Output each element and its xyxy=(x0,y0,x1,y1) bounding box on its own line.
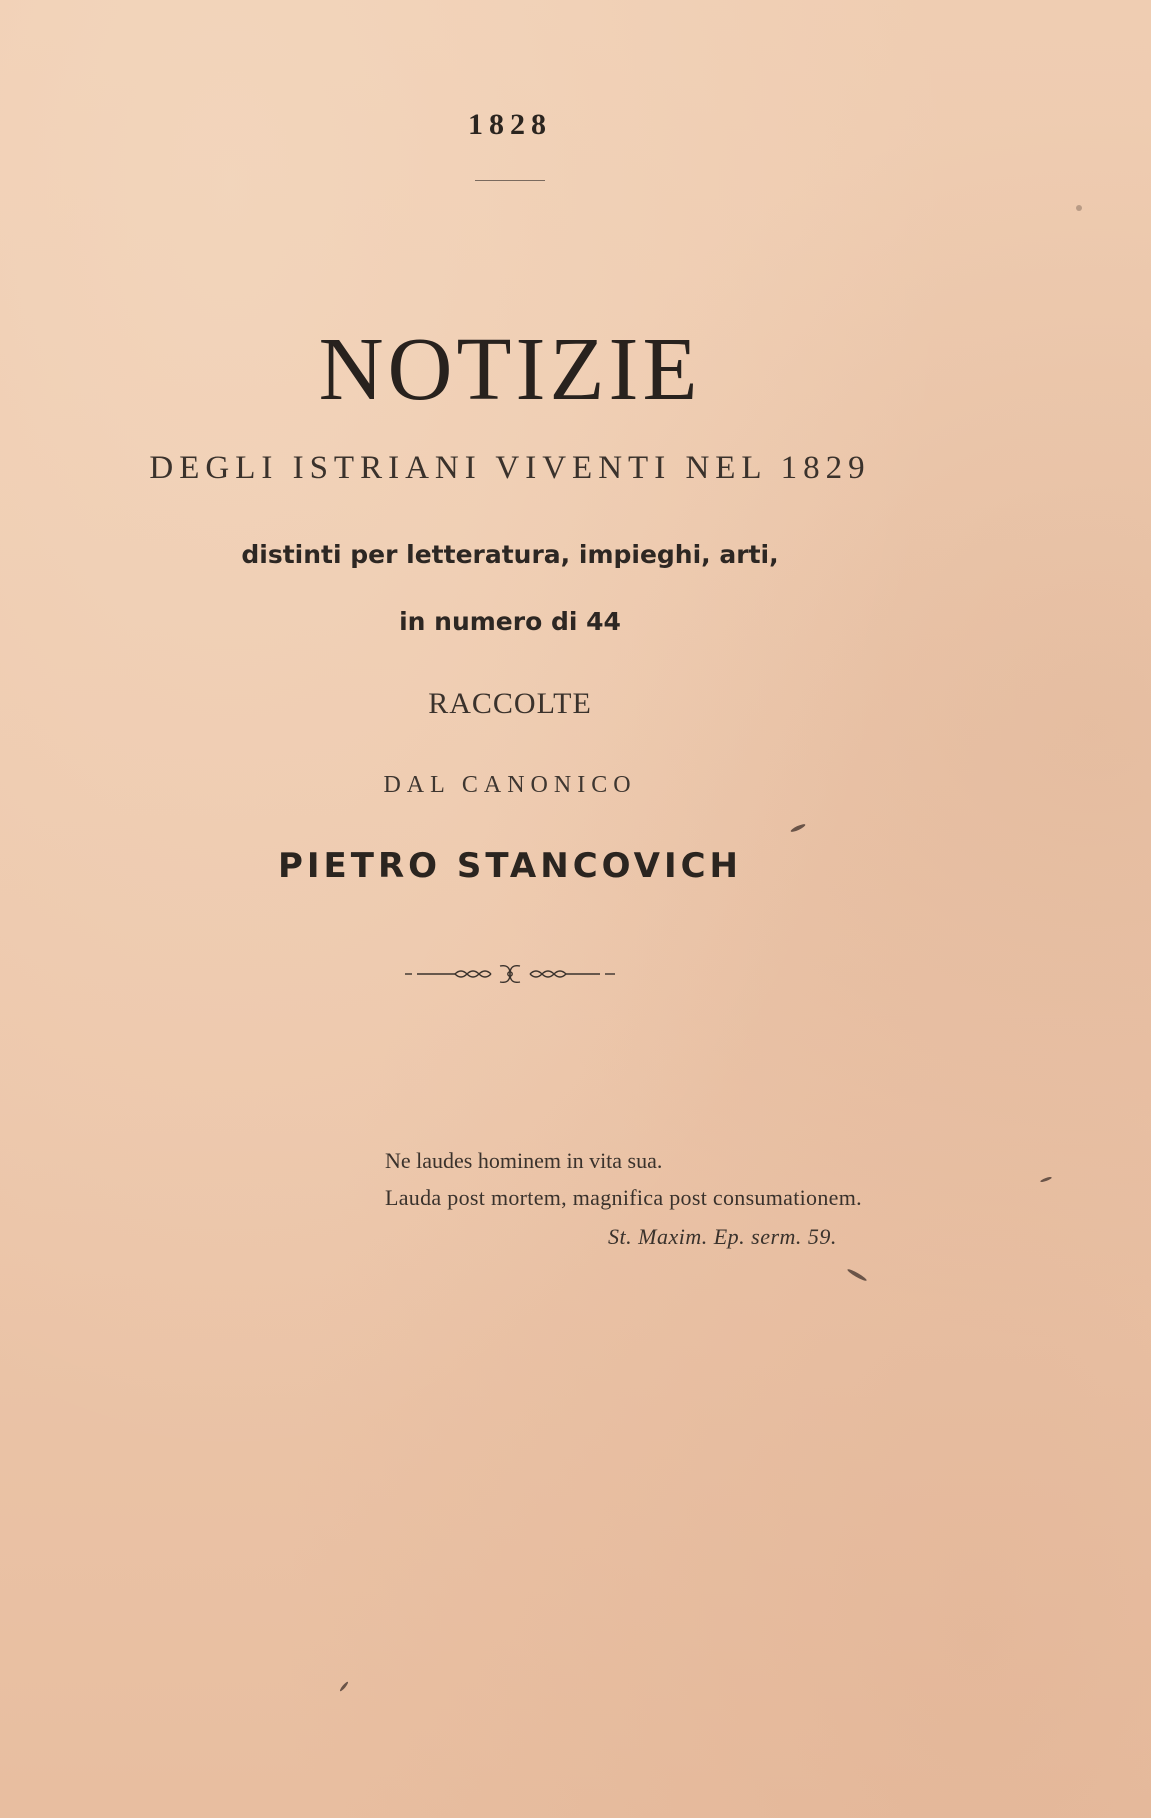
epigraph xyxy=(385,1142,862,1216)
paper-speck xyxy=(1076,205,1082,211)
epigraph-line-2: Lauda post mortem, magnifica post consumationem. xyxy=(385,1185,862,1210)
paper-speck xyxy=(846,1268,867,1282)
epigraph-citation: St. Maxim. Ep. serm. 59. xyxy=(608,1224,837,1249)
description-line-1: distinti per letteratura, impieghi, arti, xyxy=(241,540,779,569)
short-rule-divider xyxy=(475,180,545,181)
paper-speck xyxy=(1040,1176,1052,1183)
author-name: PIETRO STANCOVICH xyxy=(277,846,743,886)
collected-label: RACCOLTE xyxy=(428,687,592,720)
main-title: NOTIZIE xyxy=(318,320,702,419)
subtitle: DEGLI ISTRIANI VIVENTI NEL 1829 xyxy=(149,450,871,486)
ornament-divider-icon xyxy=(400,960,620,988)
publication-year: 1828 xyxy=(468,108,552,141)
epigraph-line-1: Ne laudes hominem in vita sua. xyxy=(385,1148,663,1173)
paper-speck xyxy=(790,823,806,833)
description-line-2: in numero di 44 xyxy=(399,607,621,636)
paper-speck xyxy=(339,1681,349,1692)
by-canon-label: DAL CANONICO xyxy=(383,772,637,798)
